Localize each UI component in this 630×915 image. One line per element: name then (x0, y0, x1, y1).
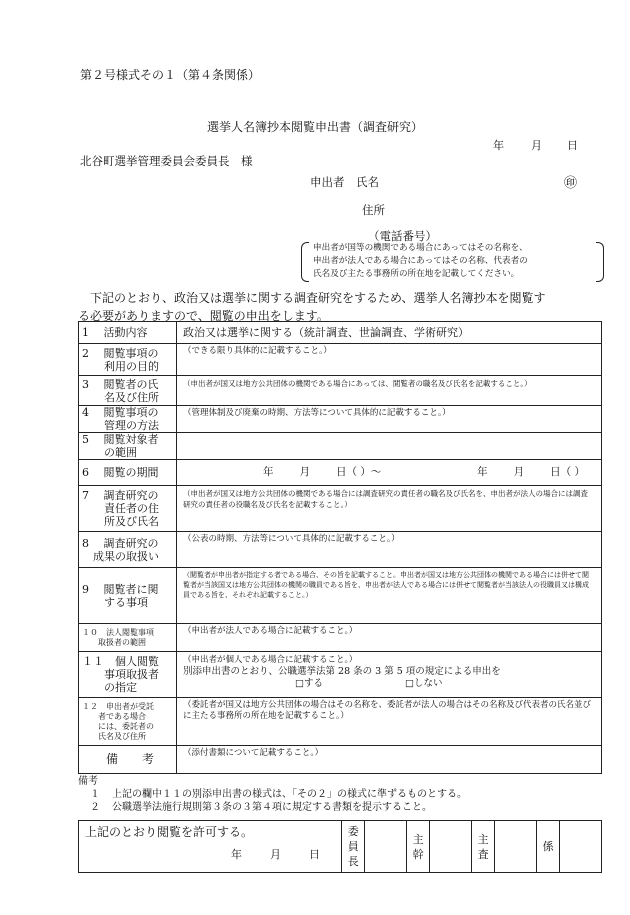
field-purpose[interactable]: （できる限り具体的に記載すること。） (177, 344, 602, 376)
date-month: 月 (531, 139, 542, 152)
row-viewer-matters (79, 568, 602, 624)
applicant-name-label: 申出者 氏名 (310, 175, 379, 189)
label-corporate-handlers: １０ 法人閲覧事項 取扱者の範囲 (79, 624, 177, 652)
approval-statement: 上記のとおり閲覧を許可する。 (85, 825, 254, 839)
approval-statement-cell (79, 821, 342, 873)
row-corporate-handlers (79, 624, 602, 652)
field-target-range[interactable] (177, 433, 602, 460)
row-consignor (79, 698, 602, 746)
chairman-seal-box[interactable] (365, 821, 407, 873)
row-remarks (79, 746, 602, 774)
form-title: 選挙人名簿抄本閲覧申出書（調査研究） (206, 120, 423, 134)
label-period: 6 閲覧の期間 (79, 460, 177, 486)
label-responsible: 7 調査研究の 責任者の住 所及び氏名 (79, 486, 177, 532)
label-remarks: 備 考 (79, 746, 177, 774)
note-item: ２ 公職選挙法施行規則第３条の３第４項に規定する書類を提示すること。 (90, 802, 432, 813)
label-viewer-name: 3 閲覧者の氏 名及び住所 (79, 376, 177, 406)
intro-line: る必要がありますので、閲覧の申出をします。 (78, 309, 329, 323)
row-target-range (79, 433, 602, 460)
approval-date: 年 月 日 (231, 848, 320, 861)
form-number: 第２号様式その１（第４条関係） (80, 68, 261, 82)
addressee: 北谷町選挙管理委員会委員長 様 (80, 154, 253, 168)
option-no-checkbox[interactable]: □しない (404, 678, 443, 689)
field-results[interactable]: （公表の時期、方法等について具体的に記載すること。） (177, 532, 602, 568)
bracket-note-line: 申出者が国等の機関である場合にあってはその名称を、 (313, 243, 528, 253)
date-year: 年 (493, 139, 504, 152)
field-viewer-matters[interactable]: （閲覧者が申出者が指定する者である場合、その旨を記載すること。申出者が国又は地方公共団体の機関である場合には併せて閲覧者が当該国又は地方公共団体の機関の職員である旨を、申出者が法人である場合には併せて閲覧者が当該法人の役職員又は構成員である旨を、それぞれ記載すること。） (177, 568, 602, 624)
staff-label: 係 (536, 821, 559, 873)
note-item: １ 上記の欄中１１の別添申出書の様式は、「その２」の様式に準ずるものとする。 (90, 789, 467, 800)
intro-line: 下記のとおり、政治又は選挙に関する調査研究をするため、選挙人名簿抄本を閲覧す (90, 291, 546, 305)
phone-label: （電話番号） (368, 229, 437, 243)
field-management[interactable]: （管理体制及び廃棄の時期、方法等について具体的に記載すること。） (177, 406, 602, 433)
label-purpose: 2 閲覧事項の 利用の目的 (79, 344, 177, 376)
bracket-note-line: 氏名及び主たる事務所の所在地を記載してください。 (313, 269, 520, 279)
bracket-note (301, 242, 604, 282)
left-bracket (301, 242, 309, 282)
staff-seal-box[interactable] (560, 821, 602, 873)
label-activity: 1 活動内容 (79, 322, 177, 344)
label-individual-handlers: １１ 個人閲覧 事項取扱者 の指定 (79, 652, 177, 698)
row-responsible (79, 486, 602, 532)
label-management: 4 閲覧事項の 管理の方法 (79, 406, 177, 433)
row-purpose (79, 344, 602, 376)
field-period[interactable] (177, 460, 602, 486)
notes (78, 775, 467, 814)
field-viewer-name[interactable]: （申出者が国又は地方公共団体の機関である場合にあっては、閲覧者の職名及び氏名を記載すること。） (177, 376, 602, 406)
chief-label: 主幹 (406, 821, 429, 873)
seal-mark: ㊞ (564, 176, 578, 191)
supervisor-seal-box[interactable] (495, 821, 537, 873)
notes-heading: 備考 (78, 776, 98, 787)
label-target-range: 5 閲覧対象者 の範囲 (79, 433, 177, 460)
row-activity (79, 322, 602, 344)
supervisor-label: 主査 (471, 821, 494, 873)
chief-seal-box[interactable] (430, 821, 472, 873)
intro-text (78, 289, 608, 325)
row-results (79, 532, 602, 568)
label-results: 8 調査研究の 成果の取扱い (79, 532, 177, 568)
date-line (493, 137, 578, 153)
bracket-note-line: 申出者が法人である場合にあってはその名称、代表者の (313, 256, 528, 266)
chairman-label: 委員長 (342, 821, 365, 873)
field-corporate-handlers[interactable]: （申出者が法人である場合に記載すること。） (177, 624, 602, 652)
row-management (79, 406, 602, 433)
right-bracket (596, 242, 604, 282)
field-individual-handlers: （申出者が個人である場合に記載すること。） 別添申出書のとおり、公職選挙法第 28 条の 3 第 5 項の規定による申出を □する □しない (177, 652, 602, 698)
field-consignor[interactable]: （委託者が国又は地方公共団体の場合はその名称を、委託者が法人の場合はその名称及び代表者の氏名並びに主たる事務所の所在地を記載すること。） (177, 698, 602, 746)
approval-table (78, 820, 602, 873)
row-individual-handlers (79, 652, 602, 698)
field-responsible[interactable]: （申出者が国又は地方公共団体の機関である場合には調査研究の責任者の職名及び氏名を、申出者が法人の場合には調査研究の責任者の役職名及び氏名を記載すること。） (177, 486, 602, 532)
date-day: 日 (567, 139, 578, 152)
application-table (78, 321, 602, 774)
label-consignor: １２ 申出者が受託 者である場合 には、委託者の 氏名及び住所 (79, 698, 177, 746)
row-period (79, 460, 602, 486)
row-viewer-name (79, 376, 602, 406)
field-remarks[interactable]: （添付書類について記載すること。） (177, 746, 602, 774)
option-yes-checkbox[interactable]: □する (295, 678, 323, 689)
field-activity[interactable]: 政治又は選挙に関する（統計調査、世論調査、学術研究） (177, 322, 602, 344)
period-end: 年 月 日（ ） (477, 466, 585, 478)
label-viewer-matters: 9 閲覧者に関 する事項 (79, 568, 177, 624)
address-label: 住所 (362, 203, 385, 217)
period-start: 年 月 日（ ）～ (263, 466, 382, 478)
